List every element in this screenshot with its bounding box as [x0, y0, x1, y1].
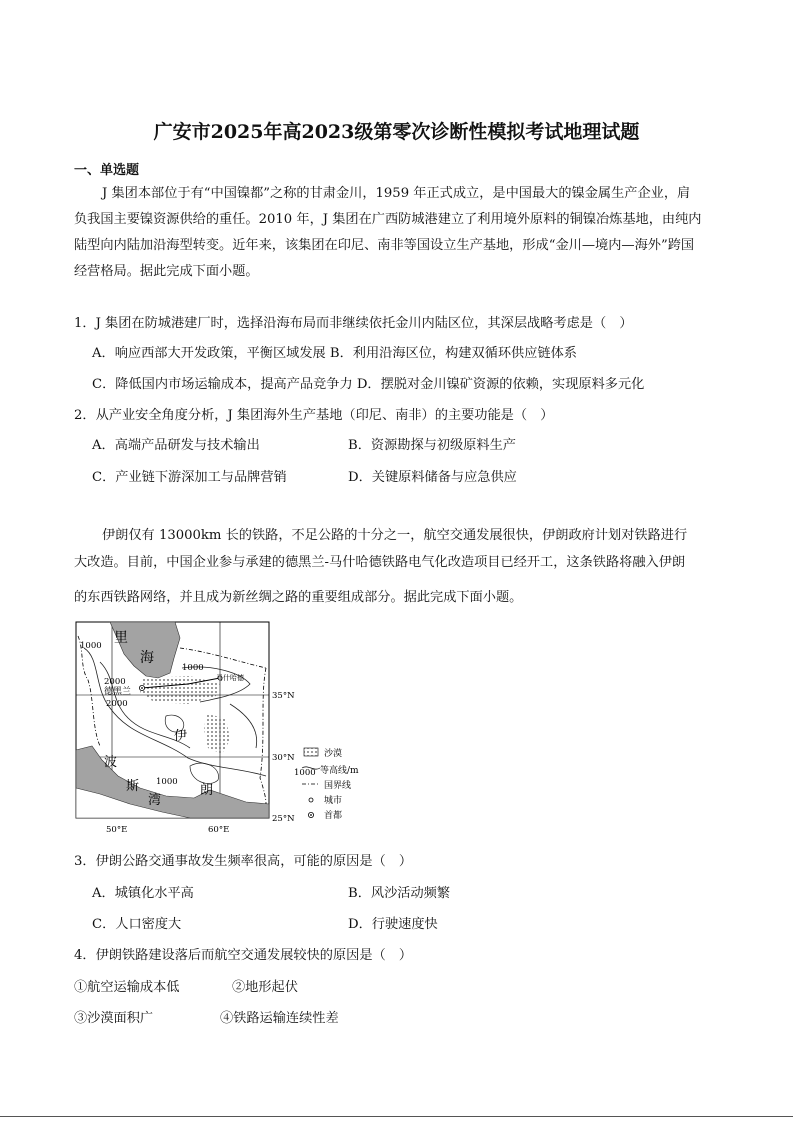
question-4-statement-4: ④铁路运输连续性差 [220, 1011, 339, 1026]
label-contour-1000-a: 1000 [80, 641, 102, 651]
legend-desert-label: 沙漠 [324, 749, 343, 759]
page-title: 广安市2025年高2023级第零次诊断性模拟考试地理试题 [153, 121, 640, 143]
tick-lat-25: 25°N [272, 814, 295, 824]
label-contour-2000-b: 2000 [106, 699, 128, 709]
legend-city-swatch [309, 798, 313, 802]
passage1-line-3: 陆型向内陆加沿海型转变。近年来，该集团在印尼、南非等国设立生产基地，形成“金川—境内—海外”跨国 [74, 238, 695, 253]
legend-contour-value: 1000 [294, 768, 316, 778]
question-2-option-d: D．关键原料储备与应急供应 [348, 470, 517, 485]
label-caspian-1: 里 [114, 630, 128, 646]
question-4-statement-3: ③沙漠面积广 [74, 1011, 154, 1026]
question-3-option-a: A．城镇化水平高 [92, 886, 194, 901]
label-mashhad: 马什哈德 [216, 674, 244, 682]
question-1-stem: 1．J 集团在防城港建厂时，选择沿海布局而非继续依托金川内陆区位，其深层战略考虑是（ ） [74, 316, 633, 331]
label-iran-1: 伊 [174, 729, 188, 744]
section-heading: 一、单选题 [74, 163, 140, 178]
question-3-option-c: C．人口密度大 [92, 917, 182, 932]
page-bottom-rule [0, 1116, 793, 1117]
question-2-option-c: C．产业链下游深加工与品牌营销 [92, 470, 287, 485]
label-gulf-2: 斯 [126, 779, 140, 794]
tick-lon-50: 50°E [106, 825, 128, 835]
question-4-statement-1: ①航空运输成本低 [74, 980, 180, 995]
label-gulf-3: 湾 [148, 793, 162, 808]
tehran-capital-dot [141, 687, 143, 689]
legend-capital-label: 首都 [324, 811, 343, 821]
question-3-option-d: D．行驶速度快 [348, 917, 438, 932]
label-gulf-1: 波 [104, 755, 118, 770]
label-contour-2000-a: 2000 [104, 677, 126, 687]
question-4-statement-2: ②地形起伏 [232, 980, 298, 995]
passage1-line-1: J 集团本部位于有“中国镍都”之称的甘肃金川，1959 年正式成立，是中国最大的镍金属生产企业，肩 [102, 186, 691, 201]
passage2-line-2: 大改造。目前，中国企业参与承建的德黑兰-马什哈德铁路电气化改造项目已经开工，这条铁路将融入伊朗 [74, 555, 686, 570]
label-iran-2: 朗 [200, 783, 214, 798]
question-1-options-ab: A．响应西部大开发政策，平衡区域发展 B．利用沿海区位，构建双循环供应链体系 [92, 346, 577, 361]
label-caspian-2: 海 [140, 650, 154, 666]
label-contour-1000-c: 1000 [156, 777, 178, 787]
tick-lon-60: 60°E [208, 825, 230, 835]
legend-contour-label: 等高线/m [320, 766, 359, 776]
legend-desert-swatch [304, 748, 318, 756]
tick-lat-30: 30°N [272, 753, 295, 763]
passage2-line-1: 伊朗仅有 13000km 长的铁路，不足公路的十分之一，航空交通发展很快，伊朗政府计划对铁路进行 [102, 528, 688, 543]
label-tehran: 德黑兰 [104, 687, 132, 697]
iran-map [70, 618, 400, 838]
question-1-options-cd: C．降低国内市场运输成本，提高产品竞争力 D．摆脱对金川镍矿资源的依赖，实现原料多元化 [92, 377, 645, 392]
legend-border-label: 国界线 [324, 781, 352, 791]
question-2-option-a: A．高端产品研发与技术输出 [92, 438, 260, 453]
question-3-stem: 3．伊朗公路交通事故发生频率很高，可能的原因是（ ） [74, 854, 413, 869]
label-contour-1000-b: 1000 [182, 663, 204, 673]
passage1-line-2: 负我国主要镍资源供给的重任。2010 年，J 集团在广西防城港建立了利用境外原料的铜镍冶炼基地，由纯内 [74, 212, 702, 227]
passage2-line-3: 的东西铁路网络，并且成为新丝绸之路的重要组成部分。据此完成下面小题。 [74, 590, 523, 605]
question-3-option-b: B．风沙活动频繁 [348, 886, 451, 901]
legend-city-label: 城市 [324, 796, 343, 806]
tick-lat-35: 35°N [272, 691, 295, 701]
legend-capital-dot [310, 814, 312, 816]
passage1-line-4: 经营格局。据此完成下面小题。 [74, 264, 259, 279]
question-2-option-b: B．资源勘探与初级原料生产 [348, 438, 516, 453]
question-4-stem: 4．伊朗铁路建设落后而航空交通发展较快的原因是（ ） [74, 948, 413, 963]
question-2-stem: 2．从产业安全角度分析，J 集团海外生产基地（印尼、南非）的主要功能是（ ） [74, 408, 554, 423]
